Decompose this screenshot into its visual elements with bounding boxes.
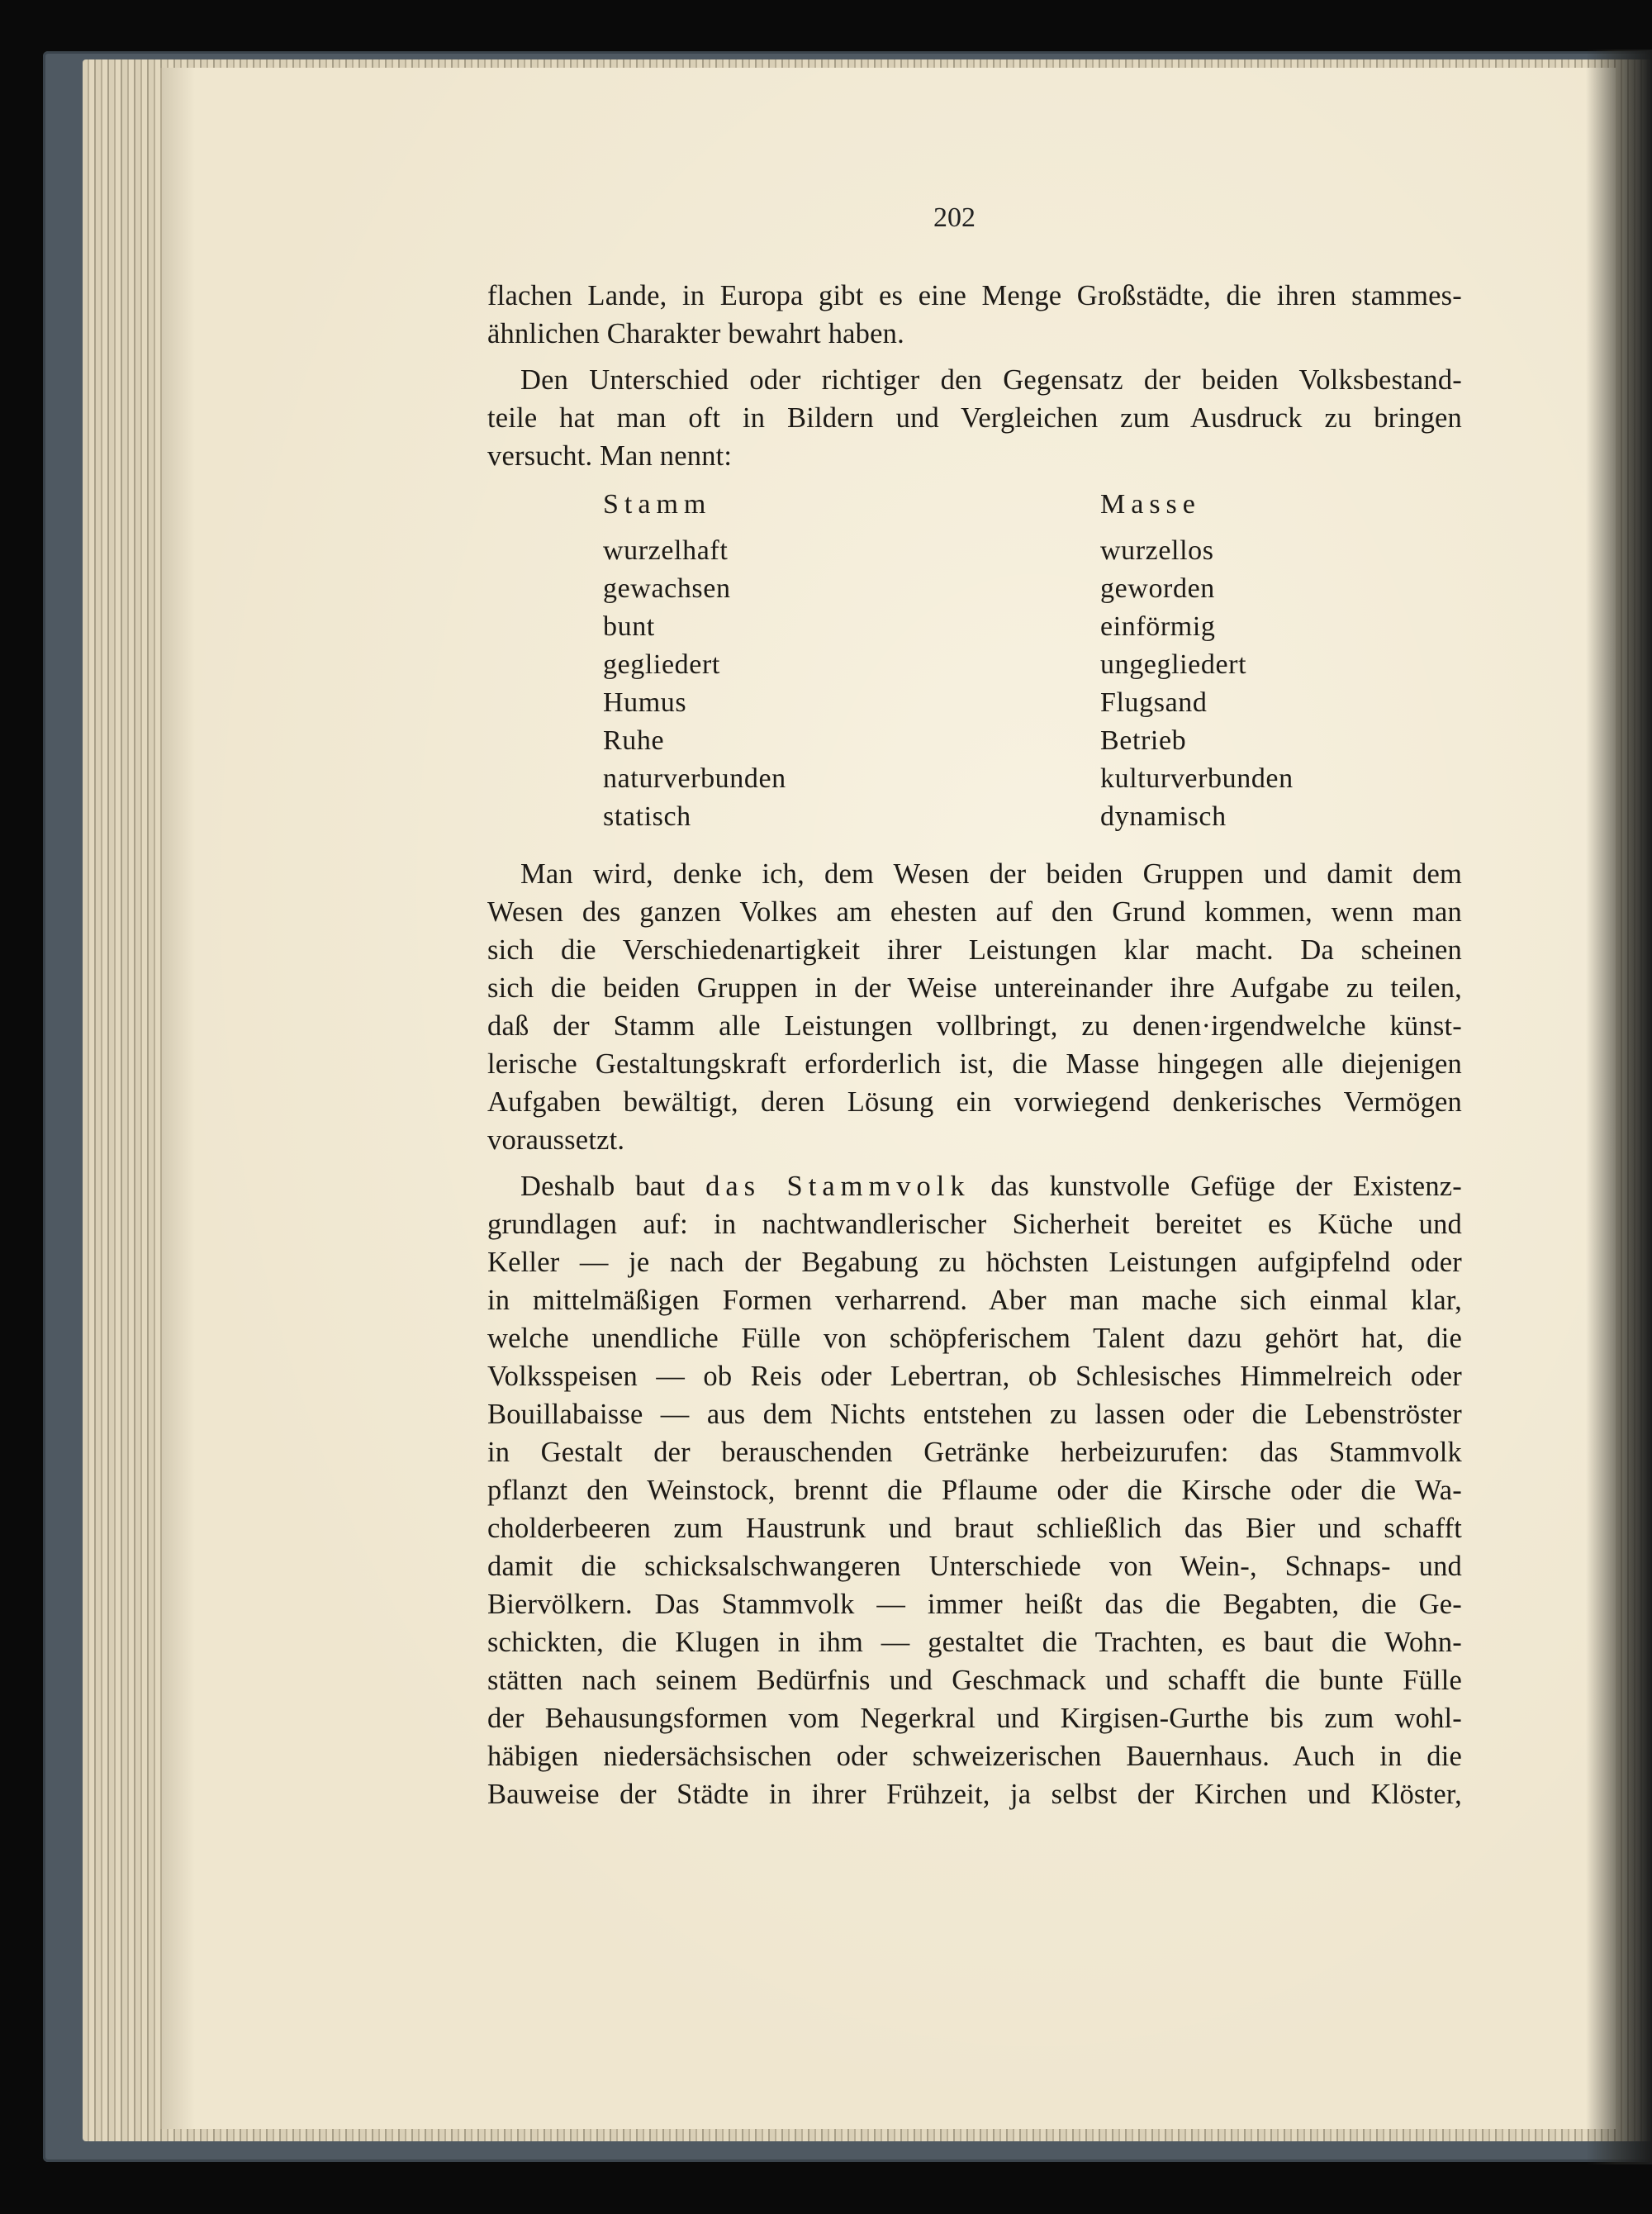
paragraph-line: grundlagen auf: in nachtwandlerischer Sicherheit bereitet es Küche und: [487, 1209, 1462, 1240]
paragraph-line: Wesen des ganzen Volkes am ehesten auf den Grund kommen, wenn man: [487, 896, 1462, 928]
paragraph-line: der Behausungsformen vom Negerkral und Kirgisen-Gurthe bis zum wohl-: [487, 1703, 1462, 1734]
table-cell: gegliedert: [603, 649, 720, 680]
table-cell: geworden: [1100, 573, 1215, 604]
paragraph-line: lerische Gestaltungskraft erforderlich ist, die Masse hingegen alle diejenigen: [487, 1048, 1462, 1080]
table-cell: ungegliedert: [1100, 649, 1247, 680]
column-header-stamm: Stamm: [603, 489, 712, 520]
table-cell: kulturverbunden: [1100, 763, 1294, 794]
paragraph-line: in Gestalt der berauschenden Getränke herbeizurufen: das Stammvolk: [487, 1437, 1462, 1468]
paragraph-line: häbigen niedersächsischen oder schweizerischen Bauernhaus. Auch in die: [487, 1741, 1462, 1772]
table-cell: wurzellos: [1100, 535, 1214, 566]
page-gutter-shadow: [1586, 50, 1652, 2164]
paragraph-line: Keller — je nach der Begabung zu höchsten Leistungen aufgipfelnd oder: [487, 1247, 1462, 1278]
page-number: 202: [933, 202, 976, 233]
paragraph-line: schickten, die Klugen in ihm — gestaltet die Trachten, es baut die Wohn-: [487, 1627, 1462, 1658]
table-cell: gewachsen: [603, 573, 731, 604]
table-cell: Humus: [603, 687, 687, 718]
table-cell: einförmig: [1100, 611, 1216, 642]
text-run: Deshalb baut: [520, 1171, 706, 1202]
paragraph-line: stätten nach seinem Bedürfnis und Geschmack und schafft die bunte Fülle: [487, 1665, 1462, 1696]
paragraph-line: [487, 1167, 1462, 1205]
table-cell: dynamisch: [1100, 801, 1227, 832]
paragraph-line: voraussetzt.: [487, 1124, 625, 1156]
column-header-masse: Masse: [1100, 489, 1201, 520]
table-cell: Flugsand: [1100, 687, 1208, 718]
table-cell: naturverbunden: [603, 763, 786, 794]
table-cell: bunt: [603, 611, 655, 642]
table-cell: Ruhe: [603, 725, 665, 756]
paragraph-line: Aufgaben bewältigt, deren Lösung ein vorwiegend denkerisches Vermögen: [487, 1086, 1462, 1118]
paragraph-line: welche unendliche Fülle von schöpferischem Talent dazu gehört hat, die: [487, 1323, 1462, 1354]
paragraph-line: ähnlichen Charakter bewahrt haben.: [487, 318, 904, 349]
paragraph-line: in mittelmäßigen Formen verharrend. Aber man mache sich einmal klar,: [487, 1285, 1462, 1316]
paragraph-line: cholderbeeren zum Haustrunk und braut schließlich das Bier und schafft: [487, 1513, 1462, 1544]
paragraph-line: daß der Stamm alle Leistungen vollbringt, zu denen·irgendwelche künst-: [487, 1010, 1462, 1042]
text-run: das kunstvolle Gefüge der Existenz-: [970, 1171, 1462, 1202]
paragraph-line: damit die schicksalschwangeren Unterschiede von Wein-, Schnaps- und: [487, 1551, 1462, 1582]
paragraph-line: Man wird, denke ich, dem Wesen der beiden Gruppen und damit dem: [520, 858, 1462, 890]
table-cell: wurzelhaft: [603, 535, 729, 566]
paragraph-line: Den Unterschied oder richtiger den Gegensatz der beiden Volksbestand-: [520, 364, 1462, 396]
paragraph-line: pflanzt den Weinstock, brennt die Pflaume oder die Kirsche oder die Wa-: [487, 1475, 1462, 1506]
paragraph-line: versucht. Man nennt:: [487, 440, 733, 472]
table-cell: Betrieb: [1100, 725, 1187, 756]
paragraph-line: Biervölkern. Das Stammvolk — immer heißt das die Begabten, die Ge-: [487, 1589, 1462, 1620]
paragraph-line: sich die beiden Gruppen in der Weise untereinander ihre Aufgabe zu teilen,: [487, 972, 1462, 1004]
emphasized-text: das Stammvolk: [705, 1171, 971, 1202]
paragraph-line: Bauweise der Städte in ihrer Frühzeit, ja selbst der Kirchen und Klöster,: [487, 1779, 1462, 1810]
paragraph-line: Bouillabaisse — aus dem Nichts entstehen zu lassen oder die Lebenströster: [487, 1399, 1462, 1430]
paragraph-line: flachen Lande, in Europa gibt es eine Menge Großstädte, die ihren stammes-: [487, 280, 1462, 311]
paragraph-line: sich die Verschiedenartigkeit ihrer Leistungen klar macht. Da scheinen: [487, 934, 1462, 966]
paragraph-line: teile hat man oft in Bildern und Vergleichen zum Ausdruck zu bringen: [487, 402, 1462, 434]
table-cell: statisch: [603, 801, 691, 832]
paragraph-line: Volksspeisen — ob Reis oder Lebertran, ob Schlesisches Himmelreich oder: [487, 1361, 1462, 1392]
